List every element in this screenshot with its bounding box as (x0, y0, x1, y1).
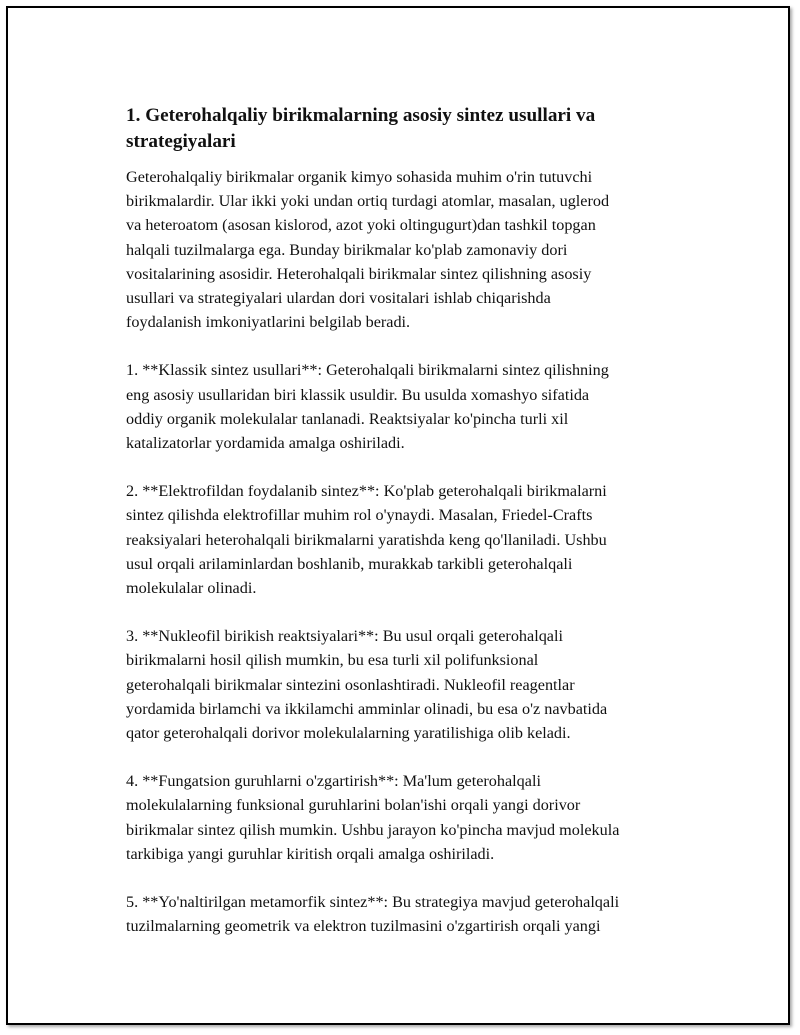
text-line: sintez qilishda elektrofillar muhim rol o'ynaydi. Masalan, Friedel-Crafts (126, 506, 593, 525)
text-line: yordamida birlamchi va ikkilamchi amminlar olinadi, bu esa o'z navbatida (126, 699, 608, 718)
text-line: Geterohalqaliy birikmalar organik kimyo sohasida muhim o'rin tutuvchi (126, 168, 593, 186)
list-item-paragraph (126, 358, 706, 455)
text-line: geterohalqali birikmalar sintezini osonlashtiradi. Nukleofil reagentlar (126, 675, 575, 694)
text-line: molekulalarning funksional guruhlarini bolan'ishi orqali yangi dorivor (126, 796, 581, 815)
document-page (6, 6, 790, 1025)
text-line: birikmalarni hosil qilish mumkin, bu esa turli xil polifunksional (126, 651, 539, 670)
text-line: eng asosiy usullaridan biri klassik usuldir. Bu usulda xomashyo sifatida (126, 385, 590, 404)
text-line: reaksiyalari heterohalqali birikmalarni yaratishda keng qo'llaniladi. Ushbu (126, 530, 607, 549)
text-line: tuzilmalarning geometrik va elektron tuzilmasini o'zgartirish orqali yangi (126, 917, 601, 936)
text-line: vositalarining asosidir. Heterohalqali birikmalar sintez qilishning asosiy (126, 264, 592, 283)
list-item-paragraph (126, 769, 706, 866)
text-line: 1. **Klassik sintez usullari**: Geterohalqali birikmalarni sintez qilishning (126, 361, 609, 380)
section-heading (126, 103, 706, 155)
text-line: birikmalardir. Ular ikki yoki undan ortiq turdagi atomlar, masalan, uglerod (126, 192, 610, 211)
text-line: katalizatorlar yordamida amalga oshiriladi. (126, 434, 405, 453)
heading-line: strategiyalari (126, 131, 236, 152)
text-line: 4. **Fungatsion guruhlarni o'zgartirish**: Ma'lum geterohalqali (126, 772, 541, 791)
text-line: foydalanish imkoniyatlarini belgilab beradi. (126, 313, 411, 332)
list-item-paragraph (126, 479, 706, 600)
text-line: qator geterohalqali dorivor molekulalarning yaratilishiga olib keladi. (126, 724, 571, 743)
text-line: usullari va strategiyalari ulardan dori vositalari ishlab chiqarishda (126, 289, 551, 308)
document-content (126, 103, 706, 962)
heading-line: 1. Geterohalqaliy birikmalarning asosiy sintez usullari va (126, 105, 596, 126)
text-line: 5. **Yo'naltirilgan metamorfik sintez**: Bu strategiya mavjud geterohalqali (126, 893, 620, 912)
text-line: tarkibiga yangi guruhlar kiritish orqali amalga oshiriladi. (126, 844, 495, 863)
intro-paragraph (126, 165, 706, 334)
text-line: birikmalar sintez qilish mumkin. Ushbu jarayon ko'pincha mavjud molekula (126, 820, 620, 839)
list-item-paragraph (126, 890, 706, 938)
text-line: halqali tuzilmalarga ega. Bunday birikmalar ko'plab zamonaviy dori (126, 240, 568, 259)
list-item-paragraph (126, 624, 706, 745)
text-line: oddiy organik molekulalar tanlanadi. Reaktsiyalar ko'pincha turli xil (126, 409, 569, 428)
text-line: molekulalar olinadi. (126, 579, 257, 598)
text-line: va heteroatom (asosan kislorod, azot yoki oltingugurt)dan tashkil topgan (126, 216, 596, 235)
text-line: 2. **Elektrofildan foydalanib sintez**: Ko'plab geterohalqali birikmalarni (126, 482, 607, 501)
text-line: 3. **Nukleofil birikish reaktsiyalari**: Bu usul orqali geterohalqali (126, 627, 563, 646)
text-line: usul orqali arilaminlardan boshlanib, murakkab tarkibli geterohalqali (126, 554, 573, 573)
